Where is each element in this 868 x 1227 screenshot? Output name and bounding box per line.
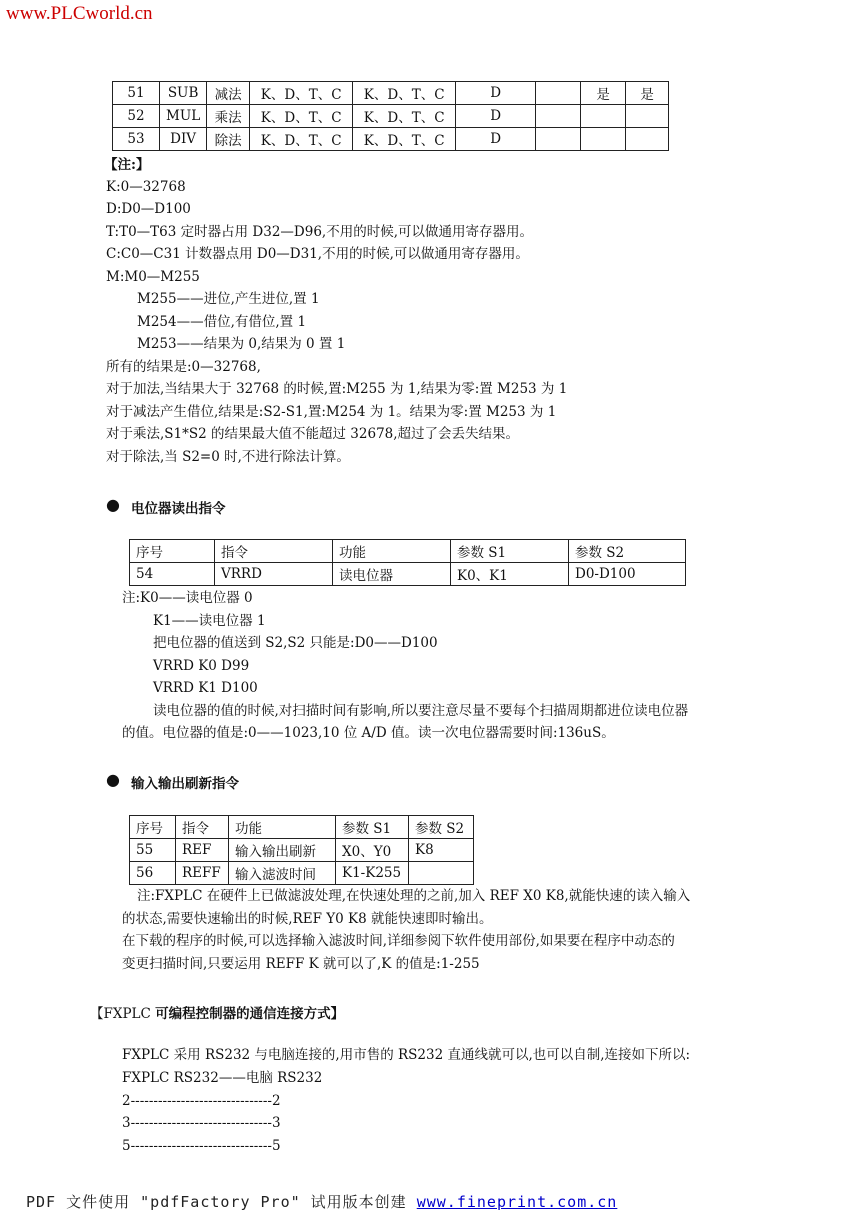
note-line: VRRD K1 D100	[153, 680, 258, 696]
table-cell: 乘法	[207, 105, 250, 128]
footer-link[interactable]: www.fineprint.com.cn	[416, 1193, 618, 1211]
table-cell: X0、Y0	[336, 839, 409, 862]
table-cell	[409, 862, 474, 885]
table-cell: 51	[113, 82, 160, 105]
bullet-icon: ●	[106, 770, 120, 789]
table-row	[130, 563, 686, 586]
table-header-cell: 序号	[130, 540, 215, 563]
table-cell: D0-D100	[569, 563, 686, 586]
table-row	[113, 82, 669, 105]
table-cell: 输入滤波时间	[229, 862, 336, 885]
note-line: 对于乘法,S1*S2 的结果最大值不能超过 32678,超过了会丢失结果。	[106, 426, 520, 442]
note-line: 在下载的程序的时候,可以选择输入滤波时间,详细参阅下软件使用部份,如果要在程序中动态的	[122, 933, 675, 949]
footer-text: PDF 文件使用 "pdfFactory Pro" 试用版本创建	[26, 1193, 417, 1211]
table-cell: 除法	[207, 128, 250, 151]
table-header-cell: 指令	[215, 540, 333, 563]
note-line: 读电位器的值的时候,对扫描时间有影响,所以要注意尽量不要每个扫描周期都进位读电位器	[153, 703, 689, 719]
table-cell: K、D、T、C	[353, 82, 456, 105]
note-line: 的状态,需要快速输出的时候,REF Y0 K8 就能快速即时输出。	[122, 911, 493, 927]
table-header-row	[130, 816, 474, 839]
table-cell: D	[456, 128, 536, 151]
table-cell: K1-K255	[336, 862, 409, 885]
table-cell: VRRD	[215, 563, 333, 586]
table-cell	[581, 105, 626, 128]
table-header-cell: 参数 S1	[451, 540, 569, 563]
table-row	[130, 839, 474, 862]
pdf-footer	[26, 1191, 617, 1212]
section-title-vrrd: 电位器读出指令	[131, 501, 226, 517]
instruction-table-sub-mul-div	[112, 81, 669, 151]
table-cell: 是	[581, 82, 626, 105]
table-cell: K、D、T、C	[250, 82, 353, 105]
table-cell: K8	[409, 839, 474, 862]
table-header-cell: 参数 S1	[336, 816, 409, 839]
table-cell	[581, 128, 626, 151]
table-cell: 56	[130, 862, 176, 885]
note-line: 对于除法,当 S2=0 时,不进行除法计算。	[106, 449, 350, 465]
table-cell: D	[456, 82, 536, 105]
comm-line: FXPLC RS232——电脑 RS232	[122, 1070, 323, 1086]
table-cell	[536, 105, 581, 128]
table-cell: DIV	[160, 128, 207, 151]
table-row	[130, 862, 474, 885]
table-cell: SUB	[160, 82, 207, 105]
note-line: C:C0—C31 计数器点用 D0—D31,不用的时候,可以做通用寄存器用。	[106, 246, 529, 262]
table-header-cell: 序号	[130, 816, 176, 839]
ref-table	[129, 815, 474, 885]
note-line: D:D0—D100	[106, 201, 191, 217]
table-cell	[626, 128, 669, 151]
note-line: K1——读电位器 1	[153, 613, 266, 629]
note-line: 的值。电位器的值是:0——1023,10 位 A/D 值。读一次电位器需要时间:136uS。	[122, 725, 615, 741]
table-row	[113, 128, 669, 151]
table-row	[113, 105, 669, 128]
table-header-cell: 参数 S2	[409, 816, 474, 839]
watermark-url[interactable]: www.PLCworld.cn	[6, 3, 153, 24]
comm-line: 2-------------------------------2	[122, 1093, 281, 1109]
note-line: 注:FXPLC 在硬件上已做滤波处理,在快速处理的之前,加入 REF X0 K8,就能快速的读入输入	[137, 888, 691, 904]
note-line: 变更扫描时间,只要运用 REFF K 就可以了,K 的值是:1-255	[122, 956, 480, 972]
table-cell: K、D、T、C	[250, 105, 353, 128]
table-cell	[536, 82, 581, 105]
note-line: M254——借位,有借位,置 1	[137, 314, 307, 330]
table-header-cell: 参数 S2	[569, 540, 686, 563]
note-line: M:M0—M255	[106, 269, 200, 285]
table-cell	[536, 128, 581, 151]
note-line: T:T0—T63 定时器占用 D32—D96,不用的时候,可以做通用寄存器用。	[106, 224, 534, 240]
table-cell: REFF	[176, 862, 229, 885]
table-cell: 是	[626, 82, 669, 105]
table-cell: K0、K1	[451, 563, 569, 586]
table-cell: 55	[130, 839, 176, 862]
note-line: 所有的结果是:0—32768,	[106, 359, 261, 375]
table-cell: REF	[176, 839, 229, 862]
bullet-icon: ●	[106, 495, 120, 514]
comm-line: FXPLC 采用 RS232 与电脑连接的,用市售的 RS232 直通线就可以,也可以自制,连接如下所以:	[122, 1047, 691, 1063]
note-line: 把电位器的值送到 S2,S2 只能是:D0——D100	[153, 635, 438, 651]
table-cell: 减法	[207, 82, 250, 105]
table-cell: 54	[130, 563, 215, 586]
table-header-cell: 功能	[333, 540, 451, 563]
note-line: K:0—32768	[106, 179, 186, 195]
table-cell: K、D、T、C	[353, 128, 456, 151]
section-title-ref: 输入输出刷新指令	[131, 776, 239, 792]
note-line: 对于加法,当结果大于 32768 的时候,置:M255 为 1,结果为零:置 M253 为 1	[106, 381, 568, 397]
table-cell: MUL	[160, 105, 207, 128]
vrrd-table	[129, 539, 686, 586]
comm-line: 5-------------------------------5	[122, 1138, 281, 1154]
section-title-prefix: 【FXPLC	[90, 1006, 156, 1022]
table-header-cell: 功能	[229, 816, 336, 839]
section-title-text: 可编程控制器的通信连接方式】	[155, 1006, 345, 1022]
comm-line: 3-------------------------------3	[122, 1115, 281, 1131]
table-cell	[626, 105, 669, 128]
note-line: VRRD K0 D99	[153, 658, 250, 674]
table-cell: D	[456, 105, 536, 128]
table-cell: 读电位器	[333, 563, 451, 586]
note-line: M255——进位,产生进位,置 1	[137, 291, 320, 307]
table-header-row	[130, 540, 686, 563]
notes-heading: 【注:】	[104, 157, 150, 173]
note-line: M253——结果为 0,结果为 0 置 1	[137, 336, 346, 352]
note-line: 对于减法产生借位,结果是:S2-S1,置:M254 为 1。结果为零:置 M253 为 1	[106, 404, 557, 420]
table-cell: 输入输出刷新	[229, 839, 336, 862]
note-line: 注:K0——读电位器 0	[122, 590, 253, 606]
section-title-comm	[90, 1002, 344, 1022]
table-header-cell: 指令	[176, 816, 229, 839]
table-cell: K、D、T、C	[353, 105, 456, 128]
table-cell: 53	[113, 128, 160, 151]
table-cell: K、D、T、C	[250, 128, 353, 151]
table-cell: 52	[113, 105, 160, 128]
